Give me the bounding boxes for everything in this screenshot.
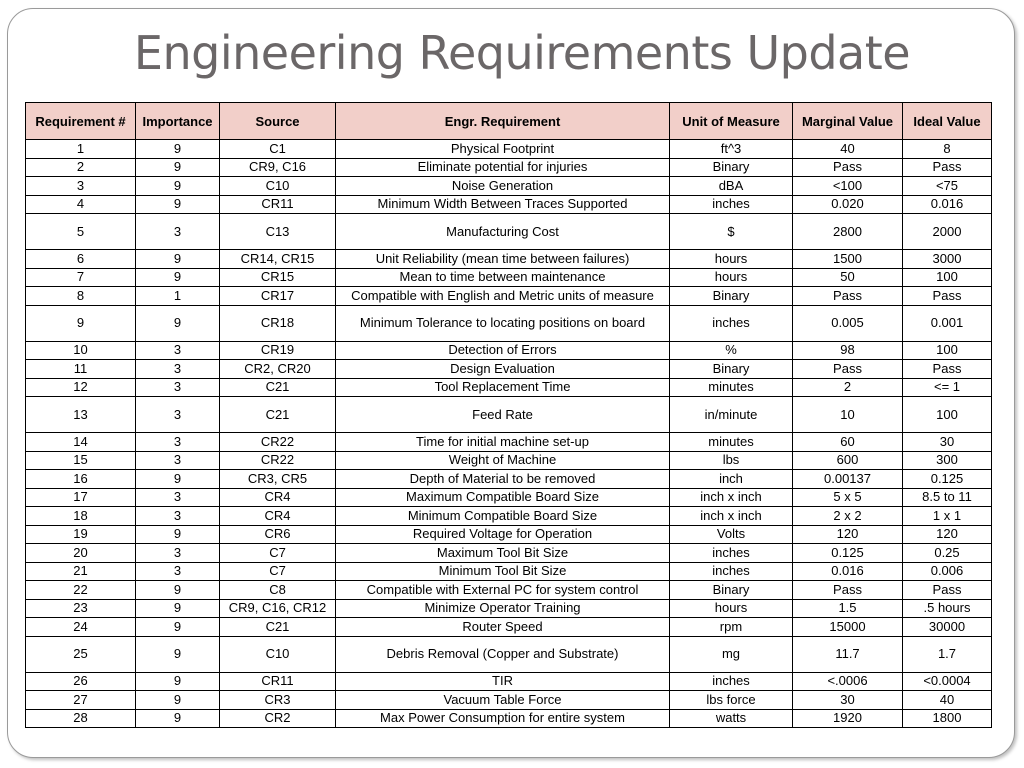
cell-requirement-number: 8 (26, 287, 136, 306)
cell-source: CR11 (220, 195, 336, 214)
cell-requirement-number: 20 (26, 544, 136, 563)
header-unit-of-measure: Unit of Measure (670, 103, 793, 140)
cell-requirement-number: 4 (26, 195, 136, 214)
table-row (26, 397, 992, 433)
cell-requirement-number: 16 (26, 470, 136, 489)
table-row (26, 562, 992, 581)
cell-unit-of-measure: Binary (670, 158, 793, 177)
table-row (26, 488, 992, 507)
cell-requirement-number: 9 (26, 305, 136, 341)
cell-source: C1 (220, 140, 336, 159)
table-row (26, 544, 992, 563)
cell-engr-requirement: Unit Reliability (mean time between failures) (336, 250, 670, 269)
cell-importance: 9 (136, 470, 220, 489)
cell-unit-of-measure: inches (670, 195, 793, 214)
cell-ideal-value: 1.7 (903, 636, 992, 672)
cell-engr-requirement: Feed Rate (336, 397, 670, 433)
cell-unit-of-measure: hours (670, 599, 793, 618)
cell-engr-requirement: Design Evaluation (336, 360, 670, 379)
cell-ideal-value: 0.016 (903, 195, 992, 214)
cell-ideal-value: 300 (903, 451, 992, 470)
cell-requirement-number: 7 (26, 268, 136, 287)
cell-unit-of-measure: Binary (670, 360, 793, 379)
cell-requirement-number: 28 (26, 709, 136, 728)
cell-ideal-value: 2000 (903, 214, 992, 250)
table-row (26, 378, 992, 397)
cell-marginal-value: 40 (793, 140, 903, 159)
header-engr-requirement: Engr. Requirement (336, 103, 670, 140)
cell-importance: 3 (136, 544, 220, 563)
cell-marginal-value: 0.016 (793, 562, 903, 581)
cell-requirement-number: 18 (26, 507, 136, 526)
cell-ideal-value: 8.5 to 11 (903, 488, 992, 507)
cell-ideal-value: 100 (903, 268, 992, 287)
requirements-table (25, 102, 992, 728)
cell-source: C13 (220, 214, 336, 250)
table-row (26, 158, 992, 177)
cell-unit-of-measure: Volts (670, 525, 793, 544)
cell-marginal-value: 1500 (793, 250, 903, 269)
cell-marginal-value: <100 (793, 177, 903, 196)
cell-source: CR4 (220, 488, 336, 507)
cell-unit-of-measure: minutes (670, 433, 793, 452)
cell-requirement-number: 25 (26, 636, 136, 672)
cell-source: CR14, CR15 (220, 250, 336, 269)
cell-source: CR22 (220, 433, 336, 452)
table-header-row (26, 103, 992, 140)
header-source: Source (220, 103, 336, 140)
cell-ideal-value: <= 1 (903, 378, 992, 397)
cell-engr-requirement: Maximum Tool Bit Size (336, 544, 670, 563)
cell-requirement-number: 17 (26, 488, 136, 507)
cell-ideal-value: 0.001 (903, 305, 992, 341)
cell-engr-requirement: Time for initial machine set-up (336, 433, 670, 452)
cell-source: C10 (220, 177, 336, 196)
table-row (26, 250, 992, 269)
table-row (26, 691, 992, 710)
cell-requirement-number: 24 (26, 618, 136, 637)
cell-requirement-number: 10 (26, 341, 136, 360)
cell-source: CR3 (220, 691, 336, 710)
table-row (26, 305, 992, 341)
cell-requirement-number: 13 (26, 397, 136, 433)
cell-importance: 9 (136, 195, 220, 214)
cell-importance: 9 (136, 268, 220, 287)
cell-engr-requirement: Minimum Tolerance to locating positions on board (336, 305, 670, 341)
cell-engr-requirement: Maximum Compatible Board Size (336, 488, 670, 507)
cell-marginal-value: 2 x 2 (793, 507, 903, 526)
cell-marginal-value: 30 (793, 691, 903, 710)
cell-engr-requirement: Compatible with External PC for system control (336, 581, 670, 600)
cell-marginal-value: 120 (793, 525, 903, 544)
cell-unit-of-measure: inches (670, 672, 793, 691)
cell-requirement-number: 1 (26, 140, 136, 159)
cell-importance: 9 (136, 581, 220, 600)
cell-importance: 9 (136, 177, 220, 196)
cell-unit-of-measure: dBA (670, 177, 793, 196)
cell-requirement-number: 14 (26, 433, 136, 452)
header-importance: Importance (136, 103, 220, 140)
cell-requirement-number: 3 (26, 177, 136, 196)
cell-engr-requirement: Minimum Compatible Board Size (336, 507, 670, 526)
cell-requirement-number: 19 (26, 525, 136, 544)
cell-engr-requirement: Weight of Machine (336, 451, 670, 470)
cell-engr-requirement: Debris Removal (Copper and Substrate) (336, 636, 670, 672)
cell-unit-of-measure: $ (670, 214, 793, 250)
cell-importance: 9 (136, 691, 220, 710)
cell-ideal-value: Pass (903, 158, 992, 177)
cell-unit-of-measure: inches (670, 305, 793, 341)
cell-requirement-number: 22 (26, 581, 136, 600)
cell-importance: 9 (136, 250, 220, 269)
cell-marginal-value: 15000 (793, 618, 903, 637)
cell-ideal-value: .5 hours (903, 599, 992, 618)
table-row (26, 195, 992, 214)
cell-unit-of-measure: inch x inch (670, 488, 793, 507)
cell-requirement-number: 5 (26, 214, 136, 250)
cell-engr-requirement: Noise Generation (336, 177, 670, 196)
cell-source: C8 (220, 581, 336, 600)
cell-importance: 3 (136, 341, 220, 360)
cell-unit-of-measure: Binary (670, 287, 793, 306)
cell-unit-of-measure: inches (670, 544, 793, 563)
table-row (26, 214, 992, 250)
cell-marginal-value: 0.00137 (793, 470, 903, 489)
cell-marginal-value: 50 (793, 268, 903, 287)
table-row (26, 433, 992, 452)
table-row (26, 177, 992, 196)
cell-ideal-value: 30 (903, 433, 992, 452)
cell-engr-requirement: TIR (336, 672, 670, 691)
cell-marginal-value: 60 (793, 433, 903, 452)
cell-source: CR11 (220, 672, 336, 691)
cell-ideal-value: Pass (903, 581, 992, 600)
cell-unit-of-measure: ft^3 (670, 140, 793, 159)
cell-marginal-value: 11.7 (793, 636, 903, 672)
table-row (26, 618, 992, 637)
cell-marginal-value: 5 x 5 (793, 488, 903, 507)
cell-unit-of-measure: watts (670, 709, 793, 728)
cell-source: CR15 (220, 268, 336, 287)
header-ideal-value: Ideal Value (903, 103, 992, 140)
cell-ideal-value: 40 (903, 691, 992, 710)
cell-ideal-value: 30000 (903, 618, 992, 637)
cell-ideal-value: 120 (903, 525, 992, 544)
cell-unit-of-measure: lbs (670, 451, 793, 470)
cell-importance: 3 (136, 488, 220, 507)
cell-source: CR18 (220, 305, 336, 341)
cell-unit-of-measure: % (670, 341, 793, 360)
cell-importance: 3 (136, 451, 220, 470)
cell-ideal-value: 1 x 1 (903, 507, 992, 526)
cell-requirement-number: 6 (26, 250, 136, 269)
cell-engr-requirement: Minimum Tool Bit Size (336, 562, 670, 581)
cell-requirement-number: 15 (26, 451, 136, 470)
cell-requirement-number: 12 (26, 378, 136, 397)
cell-marginal-value: 2800 (793, 214, 903, 250)
cell-ideal-value: 1800 (903, 709, 992, 728)
table-row (26, 341, 992, 360)
cell-importance: 9 (136, 672, 220, 691)
cell-marginal-value: 10 (793, 397, 903, 433)
cell-marginal-value: Pass (793, 360, 903, 379)
cell-importance: 3 (136, 397, 220, 433)
cell-unit-of-measure: mg (670, 636, 793, 672)
cell-marginal-value: Pass (793, 287, 903, 306)
cell-engr-requirement: Max Power Consumption for entire system (336, 709, 670, 728)
table-row (26, 672, 992, 691)
cell-unit-of-measure: inch x inch (670, 507, 793, 526)
cell-source: CR3, CR5 (220, 470, 336, 489)
cell-ideal-value: 0.125 (903, 470, 992, 489)
table-row (26, 525, 992, 544)
header-marginal-value: Marginal Value (793, 103, 903, 140)
cell-importance: 9 (136, 618, 220, 637)
cell-importance: 3 (136, 507, 220, 526)
cell-importance: 9 (136, 305, 220, 341)
cell-source: C10 (220, 636, 336, 672)
cell-engr-requirement: Tool Replacement Time (336, 378, 670, 397)
cell-requirement-number: 26 (26, 672, 136, 691)
cell-importance: 3 (136, 562, 220, 581)
cell-engr-requirement: Compatible with English and Metric units of measure (336, 287, 670, 306)
cell-marginal-value: Pass (793, 158, 903, 177)
cell-marginal-value: 1920 (793, 709, 903, 728)
cell-source: C7 (220, 544, 336, 563)
cell-marginal-value: <.0006 (793, 672, 903, 691)
slide-title: Engineering Requirements Update (133, 26, 911, 80)
cell-importance: 3 (136, 360, 220, 379)
cell-importance: 3 (136, 433, 220, 452)
cell-marginal-value: 600 (793, 451, 903, 470)
table-row (26, 287, 992, 306)
cell-unit-of-measure: hours (670, 250, 793, 269)
cell-ideal-value: 0.25 (903, 544, 992, 563)
cell-source: CR4 (220, 507, 336, 526)
table-row (26, 709, 992, 728)
cell-engr-requirement: Eliminate potential for injuries (336, 158, 670, 177)
header-requirement-number: Requirement # (26, 103, 136, 140)
cell-engr-requirement: Manufacturing Cost (336, 214, 670, 250)
cell-ideal-value: Pass (903, 360, 992, 379)
cell-source: CR22 (220, 451, 336, 470)
cell-requirement-number: 11 (26, 360, 136, 379)
cell-importance: 9 (136, 709, 220, 728)
cell-marginal-value: 2 (793, 378, 903, 397)
cell-importance: 3 (136, 214, 220, 250)
cell-ideal-value: 3000 (903, 250, 992, 269)
cell-ideal-value: 0.006 (903, 562, 992, 581)
table-row (26, 268, 992, 287)
cell-engr-requirement: Depth of Material to be removed (336, 470, 670, 489)
cell-engr-requirement: Detection of Errors (336, 341, 670, 360)
cell-ideal-value: 100 (903, 397, 992, 433)
cell-ideal-value: <75 (903, 177, 992, 196)
cell-unit-of-measure: inch (670, 470, 793, 489)
table-row (26, 140, 992, 159)
cell-source: CR9, C16, CR12 (220, 599, 336, 618)
cell-marginal-value: 0.125 (793, 544, 903, 563)
cell-marginal-value: 1.5 (793, 599, 903, 618)
cell-ideal-value: 100 (903, 341, 992, 360)
cell-source: CR2 (220, 709, 336, 728)
cell-importance: 9 (136, 140, 220, 159)
cell-importance: 9 (136, 599, 220, 618)
cell-ideal-value: <0.0004 (903, 672, 992, 691)
cell-source: C21 (220, 378, 336, 397)
cell-unit-of-measure: minutes (670, 378, 793, 397)
cell-marginal-value: Pass (793, 581, 903, 600)
table-row (26, 636, 992, 672)
cell-source: CR2, CR20 (220, 360, 336, 379)
cell-requirement-number: 23 (26, 599, 136, 618)
cell-unit-of-measure: lbs force (670, 691, 793, 710)
cell-engr-requirement: Minimum Width Between Traces Supported (336, 195, 670, 214)
cell-unit-of-measure: rpm (670, 618, 793, 637)
cell-engr-requirement: Router Speed (336, 618, 670, 637)
table-row (26, 470, 992, 489)
cell-engr-requirement: Mean to time between maintenance (336, 268, 670, 287)
cell-unit-of-measure: inches (670, 562, 793, 581)
cell-source: CR9, C16 (220, 158, 336, 177)
cell-engr-requirement: Minimize Operator Training (336, 599, 670, 618)
cell-marginal-value: 0.020 (793, 195, 903, 214)
cell-source: C21 (220, 397, 336, 433)
cell-source: C7 (220, 562, 336, 581)
table-row (26, 360, 992, 379)
cell-ideal-value: Pass (903, 287, 992, 306)
cell-marginal-value: 0.005 (793, 305, 903, 341)
table-row (26, 451, 992, 470)
table-row (26, 599, 992, 618)
table-row (26, 581, 992, 600)
cell-source: CR17 (220, 287, 336, 306)
cell-engr-requirement: Required Voltage for Operation (336, 525, 670, 544)
cell-engr-requirement: Physical Footprint (336, 140, 670, 159)
cell-engr-requirement: Vacuum Table Force (336, 691, 670, 710)
cell-requirement-number: 27 (26, 691, 136, 710)
cell-source: CR19 (220, 341, 336, 360)
cell-importance: 3 (136, 378, 220, 397)
cell-source: C21 (220, 618, 336, 637)
cell-importance: 9 (136, 636, 220, 672)
cell-importance: 9 (136, 158, 220, 177)
cell-source: CR6 (220, 525, 336, 544)
cell-unit-of-measure: hours (670, 268, 793, 287)
cell-requirement-number: 2 (26, 158, 136, 177)
cell-ideal-value: 8 (903, 140, 992, 159)
cell-importance: 9 (136, 525, 220, 544)
cell-importance: 1 (136, 287, 220, 306)
cell-unit-of-measure: Binary (670, 581, 793, 600)
cell-requirement-number: 21 (26, 562, 136, 581)
table-row (26, 507, 992, 526)
cell-marginal-value: 98 (793, 341, 903, 360)
cell-unit-of-measure: in/minute (670, 397, 793, 433)
